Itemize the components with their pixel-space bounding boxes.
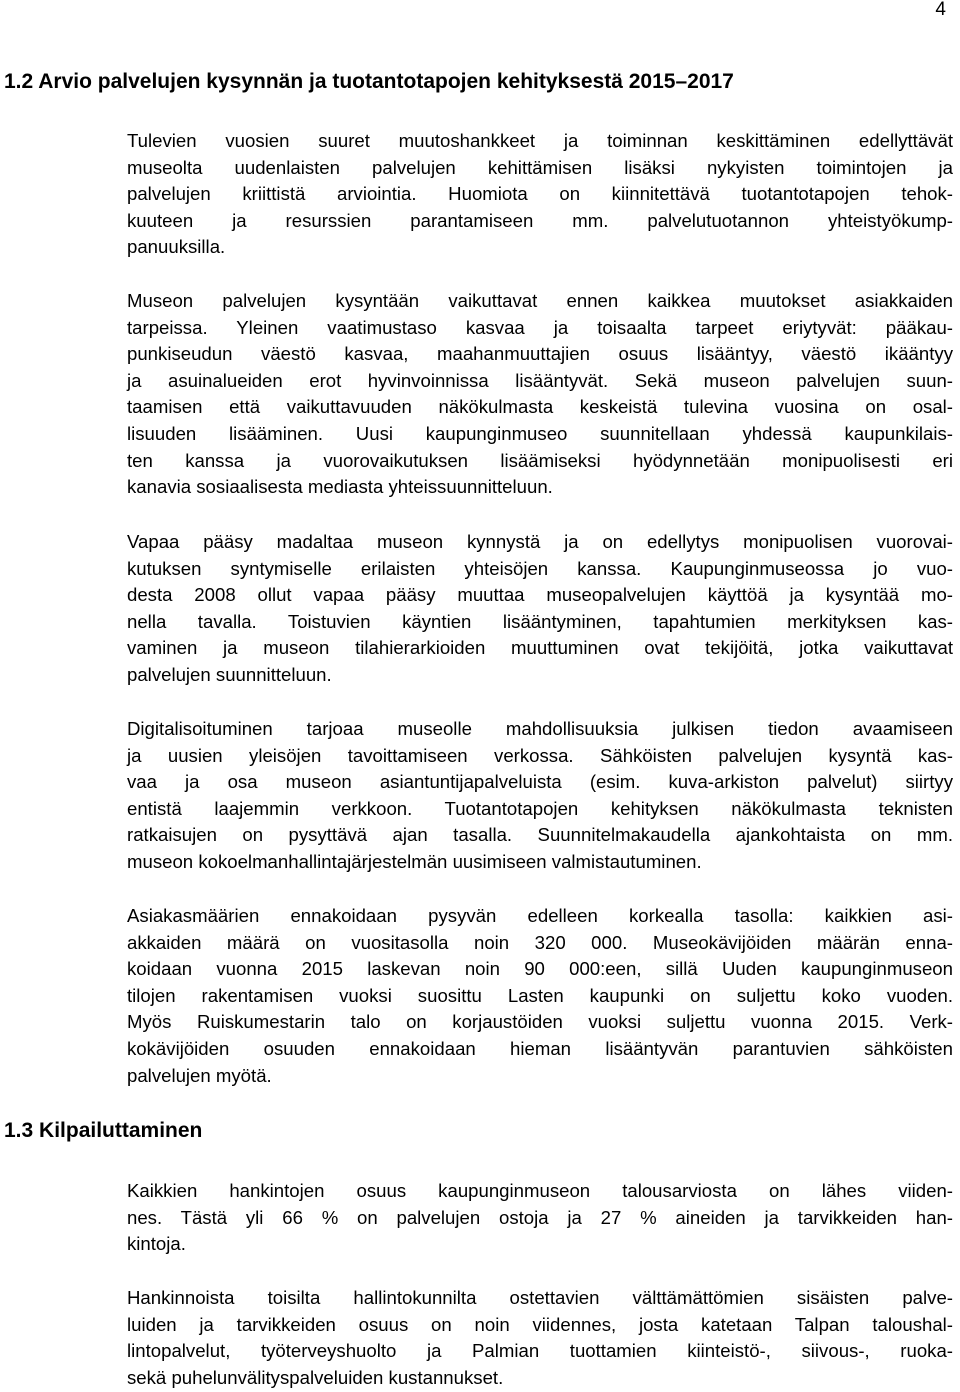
text-line: Vapaa pääsy madaltaa museon kynnystä ja on edellytys monipuolisen vuorovai- xyxy=(127,531,953,552)
paragraph-change-projects xyxy=(127,128,953,261)
section-heading-competitive-tendering: 1.3 Kilpailuttaminen xyxy=(4,1119,203,1142)
text-line: sekä puhelunvälityspalveluiden kustannukset. xyxy=(127,1366,504,1388)
paragraph-procurement-share xyxy=(127,1178,953,1258)
text-line: punkiseudun väestö kasvaa, maahanmuuttajien osuus lisääntyy, väestö ikääntyy xyxy=(127,343,953,365)
text-line: palvelujen myötä. xyxy=(127,1064,272,1086)
text-line: panuuksilla. xyxy=(127,236,226,258)
text-line: vaa ja osa museon asiantuntijapalveluista (esim. kuva-arkiston palvelut) siirtyy xyxy=(127,771,953,793)
text-line: ja uusien yleisöjen tavoittamiseen verkossa. Sähköisten palvelujen kysyntä kas- xyxy=(127,744,953,766)
paragraph-visitor-forecast xyxy=(127,903,953,1089)
paragraph-free-entry xyxy=(127,529,953,689)
text-line: lintopalvelut, työterveyshuolto ja Palmian tuottamien kiinteistö-, siivous-, ruoka- xyxy=(127,1340,953,1362)
text-line: ratkaisujen on pysyttävä ajan tasalla. Suunnitelmakaudella ajankohtaista on mm. xyxy=(127,824,953,846)
text-line: palvelujen kriittistä arviointia. Huomiota on kiinnitettävä tuotantotapojen tehok- xyxy=(127,183,953,205)
text-line: kutuksen syntymiselle erilaisten yhteisöjen kanssa. Kaupunginmuseossa jo vuo- xyxy=(127,557,953,579)
text-line: luiden ja tarvikkeiden osuus on noin viidennes, josta katetaan Talpan taloushal- xyxy=(127,1313,953,1335)
text-line: taamisen että vaikuttavuuden näkökulmasta keskeistä tulevina vuosina on osal- xyxy=(127,396,953,418)
text-line: kanavia sosiaalisesta mediasta yhteissuunnitteluun. xyxy=(127,476,553,498)
text-line: museolta uudenlaisten palvelujen kehittämisen lisäksi nykyisten toimintojen ja xyxy=(127,156,953,178)
text-line: Tulevien vuosien suuret muutoshankkeet ja toiminnan keskittäminen edellyttävät xyxy=(127,130,953,151)
text-line: palvelujen suunnitteluun. xyxy=(127,663,332,685)
paragraph-internal-services xyxy=(127,1285,953,1391)
paragraph-customer-needs xyxy=(127,288,953,501)
text-line: kokävijöiden osuuden ennakoidaan hieman lisääntyvän parantuvien sähköisten xyxy=(127,1037,953,1059)
section-heading-demand-outlook: 1.2 Arvio palvelujen kysynnän ja tuotantotapojen kehityksestä 2015–2017 xyxy=(4,70,734,93)
text-line: Asiakasmäärien ennakoidaan pysyvän edelleen korkealla tasolla: kaikkien asi- xyxy=(127,905,953,926)
text-line: vaminen ja museon tilahierarkioiden muuttuminen ovat tekijöitä, jotka vaikuttavat xyxy=(127,637,953,659)
text-line: tilojen rakentamisen vuoksi suosittu Lasten kaupunki on suljettu koko vuoden. xyxy=(127,984,953,1006)
text-line: ja asuinalueiden erot hyvinvoinnissa lisääntyvät. Sekä museon palvelujen suun- xyxy=(127,369,953,391)
text-line: desta 2008 ollut vapaa pääsy muuttaa museopalvelujen käyttöä ja kysyntää mo- xyxy=(127,584,953,606)
text-line: entistä laajemmin verkkoon. Tuotantotapojen kehityksen näkökulmasta teknisten xyxy=(127,797,953,819)
text-line: kintoja. xyxy=(127,1233,186,1255)
paragraph-digitalisation xyxy=(127,716,953,876)
text-line: kuuteen ja resurssien parantamiseen mm. palvelutuotannon yhteistyökump- xyxy=(127,209,953,231)
text-line: museon kokoelmanhallintajärjestelmän uusimiseen valmistautuminen. xyxy=(127,850,702,872)
text-line: koidaan vuonna 2015 laskevan noin 90 000:een, sillä Uuden kaupunginmuseon xyxy=(127,958,953,980)
page-number: 4 xyxy=(935,0,946,20)
text-line: Museon palvelujen kysyntään vaikuttavat ennen kaikkea muutokset asiakkaiden xyxy=(127,290,953,311)
text-line: Myös Ruiskumestarin talo on korjaustöiden vuoksi suljettu vuonna 2015. Verk- xyxy=(127,1011,953,1033)
text-line: ten kanssa ja vuorovaikutuksen lisäämiseksi hyödynnetään monipuolisesti eri xyxy=(127,449,953,471)
text-line: nella tavalla. Toistuvien käyntien lisääntyminen, tapahtumien merkityksen kas- xyxy=(127,610,953,632)
text-line: nes. Tästä yli 66 % on palvelujen ostoja ja 27 % aineiden ja tarvikkeiden han- xyxy=(127,1206,953,1228)
text-line: Hankinnoista toisilta hallintokunnilta ostettavien välttämättömien sisäisten palve- xyxy=(127,1287,953,1308)
text-line: lisuuden lisääminen. Uusi kaupunginmuseo suunnitellaan yhdessä kaupunkilais- xyxy=(127,422,953,444)
text-line: tarpeissa. Yleinen vaatimustaso kasvaa ja toisaalta tarpeet eriytyvät: pääkau- xyxy=(127,316,953,338)
text-line: Digitalisoituminen tarjoaa museolle mahdollisuuksia julkisen tiedon avaamiseen xyxy=(127,718,953,739)
text-line: Kaikkien hankintojen osuus kaupunginmuseon talousarviosta on lähes viiden- xyxy=(127,1180,953,1201)
text-line: akkaiden määrä on vuositasolla noin 320 000. Museokävijöiden määrän enna- xyxy=(127,931,953,953)
